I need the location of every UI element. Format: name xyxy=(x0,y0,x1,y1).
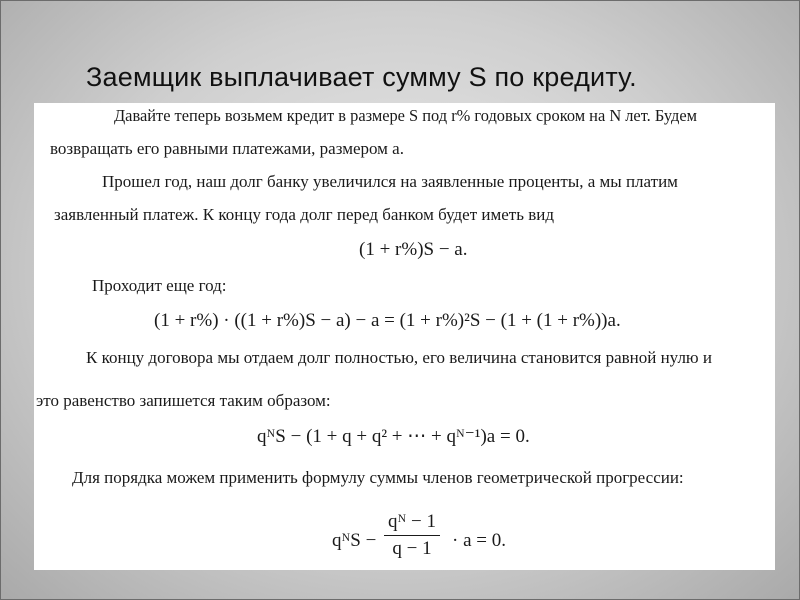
scanned-textbook-page xyxy=(34,103,775,570)
paragraph-line-1: Давайте теперь возьмем кредит в размере S под r% годовых сроком на N лет. Будем xyxy=(114,106,697,125)
paragraph-line-8: Для порядка можем применить формулу суммы членов геометрической прогрессии: xyxy=(72,468,684,487)
formula-4-tail: · a = 0. xyxy=(452,530,506,551)
formula-2: (1 + r%) · ((1 + r%)S − a) − a = (1 + r%)²S − (1 + (1 + r%))a. xyxy=(154,310,621,331)
paragraph-line-2: возвращать его равными платежами, размером a. xyxy=(50,139,404,158)
formula-1: (1 + r%)S − a. xyxy=(359,239,468,260)
formula-4-fraction xyxy=(384,511,440,560)
paragraph-line-6: К концу договора мы отдаем долг полностью, его величина становится равной нулю и xyxy=(86,348,712,367)
paragraph-line-5: Проходит еще год: xyxy=(92,276,227,295)
formula-3: qᴺS − (1 + q + q² + ⋯ + qᴺ⁻¹)a = 0. xyxy=(257,426,530,447)
slide-title: Заемщик выплачивает сумму S по кредиту. xyxy=(86,62,637,92)
paragraph-line-7: это равенство запишется таким образом: xyxy=(36,391,331,410)
fraction-denominator: q − 1 xyxy=(392,538,432,559)
paragraph-line-4: заявленный платеж. К концу года долг перед банком будет иметь вид xyxy=(54,205,554,224)
fraction-numerator: qᴺ − 1 xyxy=(384,511,440,536)
paragraph-line-3: Прошел год, наш долг банку увеличился на заявленные проценты, а мы платим xyxy=(102,172,678,191)
formula-4-lead: qᴺS − xyxy=(332,530,377,551)
